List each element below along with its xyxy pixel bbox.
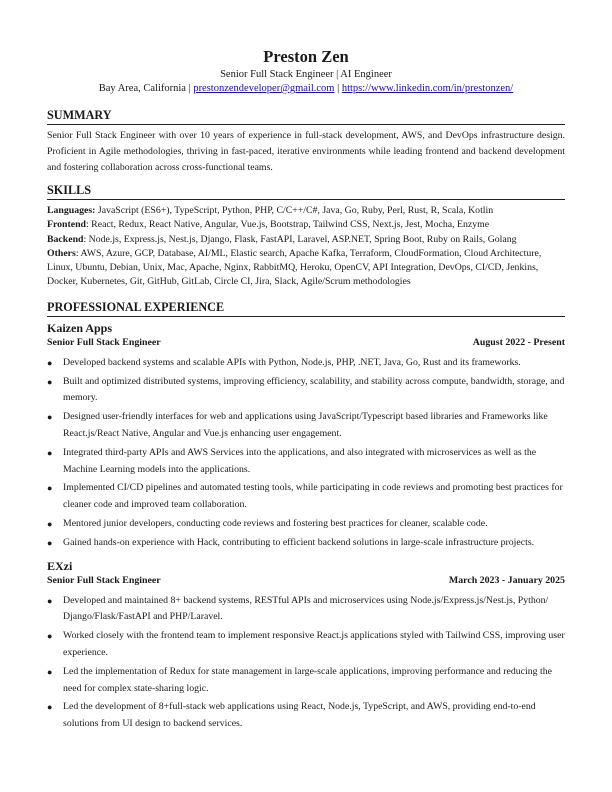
bullet-text: Built and optimized distributed systems, improving efficiency, scalability, and stability across compute, bandwidth, storage, and memory. <box>63 375 565 404</box>
job-role: Senior Full Stack Engineer <box>47 574 161 586</box>
list-item <box>47 664 565 698</box>
list-item <box>47 628 565 662</box>
bullet-text: Gained hands-on experience with Hack, contributing to efficient backend solutions in large-scale infrastructure projects. <box>63 536 535 548</box>
list-item <box>47 593 565 627</box>
linkedin-link[interactable]: https://www.linkedin.com/in/prestonzen/ <box>341 83 514 94</box>
skill-value: : React, Redux, React Native, Angular, Vue.js, Bootstrap, Tailwind CSS, Next.js, Jest, Mocha, Enzyme <box>86 219 490 231</box>
skill-label: Backend <box>47 233 84 245</box>
bullet-text: Mentored junior developers, conducting code reviews and fostering best practices for cleaner, scalable code. <box>63 517 488 529</box>
separator: | <box>337 83 340 94</box>
skills-heading: SKILLS <box>47 183 565 200</box>
candidate-title: Senior Full Stack Engineer | AI Engineer <box>220 69 392 80</box>
job-dates: August 2022 - Present <box>472 336 565 348</box>
bullet-text: Developed and maintained 8+ backend systems, RESTful APIs and microservices using Node.js/Express.js/Nest.js, Python/ Django/Flask/FastAPI and PHP/Laravel. <box>63 594 549 623</box>
job-entry <box>47 321 565 552</box>
job-dates: March 2023 - January 2025 <box>448 574 565 586</box>
list-item <box>47 355 565 372</box>
separator: | <box>188 83 191 94</box>
skill-line-languages <box>47 204 565 218</box>
role-row <box>47 336 565 350</box>
contact-line <box>47 82 565 96</box>
bullet-text: Developed backend systems and scalable APIs with Python, Node.js, PHP, .NET, Java, Go, Rust and its frameworks. <box>63 356 521 368</box>
bullet-text: Integrated third-party APIs and AWS Services into the applications, and also integrated with microservices as well as the Machine Learning models into the applications. <box>63 446 537 475</box>
bullet-icon: ● <box>47 666 53 677</box>
list-item <box>47 409 565 443</box>
email-link[interactable]: prestonzendeveloper@gmail.com <box>193 83 335 94</box>
bullet-icon: ● <box>47 518 53 529</box>
list-item <box>47 699 565 733</box>
job-entry <box>47 559 565 733</box>
experience-heading: PROFESSIONAL EXPERIENCE <box>47 300 565 317</box>
list-item <box>47 480 565 514</box>
list-item <box>47 535 565 552</box>
skill-line-frontend <box>47 218 565 232</box>
skill-value: JavaScript (ES6+), TypeScript, Python, PHP, C/C++/C#, Java, Go, Ruby, Perl, Rust, R, Scala, Kotlin <box>95 205 494 216</box>
skills-section <box>47 183 565 290</box>
bullet-icon: ● <box>47 537 53 548</box>
summary-text: Senior Full Stack Engineer with over 10 years of experience in full-stack development, AWS, and DevOps infrastructure design. Proficient in Agile methodologies, thriving in fast-paced, iterative environments while leading frontend and backend development and fostering collaboration across cross-functional teams. <box>47 130 565 173</box>
bullet-icon: ● <box>47 357 53 368</box>
bullet-text: Designed user-friendly interfaces for web and applications using JavaScript/Typescript based libraries and Frameworks like React.js/React Native, Angular and Vue.js enhancing user engagement. <box>63 411 548 439</box>
summary-section <box>47 108 565 176</box>
experience-section <box>47 300 565 733</box>
bullet-text: Worked closely with the frontend team to implement responsive React.js applications styled with Tailwind CSS, improving user experience. <box>63 630 565 658</box>
skill-label: Others <box>47 247 76 259</box>
skills-list <box>47 204 565 290</box>
bullet-icon: ● <box>47 702 53 713</box>
bullet-icon: ● <box>47 412 53 423</box>
role-row <box>47 574 565 588</box>
bullet-icon: ● <box>47 376 53 387</box>
bullet-text: Implemented CI/CD pipelines and automated testing tools, while participating in code reviews and promoting best practices for cleaner code and improved team collaboration. <box>63 482 563 511</box>
bullet-text: Led the implementation of Redux for state management in large-scale applications, improving performance and reducing the need for complex state-sharing logic. <box>63 665 552 694</box>
bullet-icon: ● <box>47 447 53 458</box>
location: Bay Area, California <box>98 83 186 94</box>
bullet-icon: ● <box>47 631 53 642</box>
bullet-icon: ● <box>47 595 53 606</box>
bullet-icon: ● <box>47 483 53 494</box>
skill-label: Languages: <box>47 205 96 216</box>
skill-value: : Node.js, Express.js, Nest.js, Django, Flask, FastAPI, Laravel, ASP.NET, Spring Boot, Ruby on Rails, Golang <box>83 233 517 245</box>
job-bullets <box>47 593 565 733</box>
skill-line-backend <box>47 233 565 247</box>
list-item <box>47 374 565 408</box>
bullet-text: Led the development of 8+full-stack web applications using React, Node.js, TypeScript, and AWS, providing end-to-end solutions from UI design to backend services. <box>63 701 536 730</box>
summary-heading: SUMMARY <box>47 108 565 125</box>
skill-line-others <box>47 247 565 290</box>
company-name: Kaizen Apps <box>47 320 113 335</box>
skill-label: Frontend <box>47 219 87 231</box>
job-role: Senior Full Stack Engineer <box>47 336 161 348</box>
list-item <box>47 516 565 533</box>
company-name: EXzi <box>47 558 73 573</box>
list-item <box>47 445 565 479</box>
skill-value: : AWS, Azure, GCP, Database, AI/ML, Elastic search, Apache Kafka, Terraform, CloudFormation, Cloud Architecture, Linux, Ubuntu, Debian, Unix, Mac, Apache, Nginx, RabbitMQ, Heroku, OpenCV, API Integration, DevOps, CI/CD, Jenkins, Docker, Kubernetes, Git, GitHub, GitLab, Circle CI, Jira, Slack, Agile/Scrum methodologies <box>47 247 542 288</box>
candidate-name: Preston Zen <box>263 47 349 66</box>
job-bullets <box>47 355 565 552</box>
